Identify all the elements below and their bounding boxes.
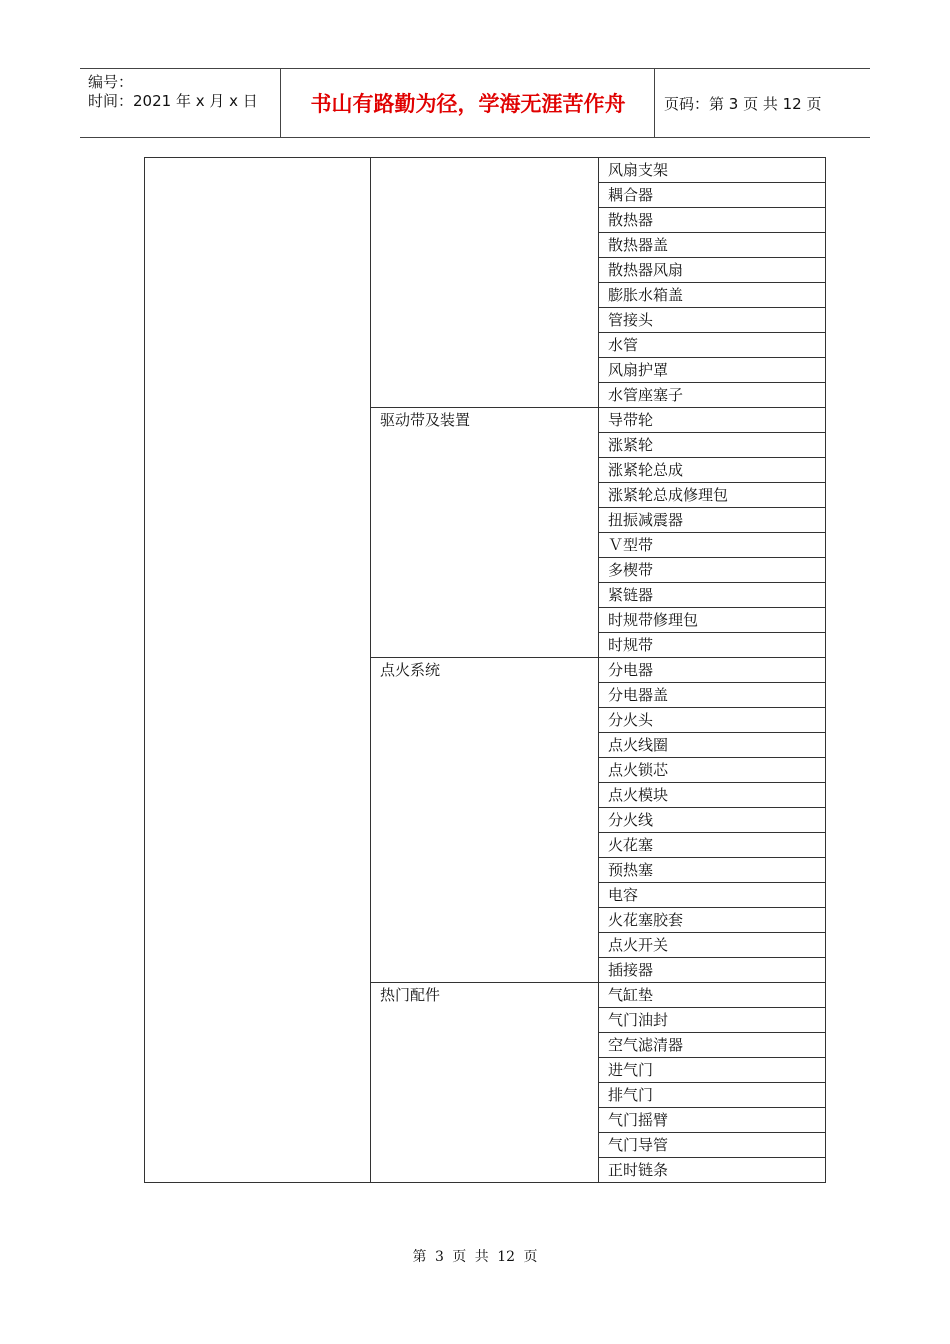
part-item-cell: 分火头 [599, 708, 826, 733]
header-page-label: 页码：第 3 页 共 12 页 [664, 94, 822, 113]
part-item-cell: 紧链器 [599, 583, 826, 608]
part-item-cell: 气门导管 [599, 1133, 826, 1158]
part-item-cell: 时规带 [599, 633, 826, 658]
part-item-cell: 耦合器 [599, 183, 826, 208]
part-item-cell: 点火开关 [599, 933, 826, 958]
part-item-cell: 气门摇臂 [599, 1108, 826, 1133]
part-item-cell: 散热器 [599, 208, 826, 233]
part-item-cell: 预热塞 [599, 858, 826, 883]
part-item-cell: 导带轮 [599, 408, 826, 433]
top-category-cell [145, 158, 371, 1183]
part-item-cell: 涨紧轮 [599, 433, 826, 458]
category-cell: 点火系统 [371, 658, 599, 983]
part-item-cell: 扭振减震器 [599, 508, 826, 533]
part-item-cell: 散热器风扇 [599, 258, 826, 283]
part-item-cell: 火花塞胶套 [599, 908, 826, 933]
header-motto: 书山有路勤为径，学海无涯苦作舟 [282, 69, 655, 137]
part-item-cell: 气门油封 [599, 1008, 826, 1033]
part-item-cell: 进气门 [599, 1058, 826, 1083]
part-item-cell: 涨紧轮总成 [599, 458, 826, 483]
part-item-cell: 散热器盖 [599, 233, 826, 258]
category-cell [371, 158, 599, 408]
part-item-cell: 膨胀水箱盖 [599, 283, 826, 308]
part-item-cell: 排气门 [599, 1083, 826, 1108]
part-item-cell: 时规带修理包 [599, 608, 826, 633]
part-item-cell: 水管座塞子 [599, 383, 826, 408]
parts-table [144, 157, 826, 1183]
page-footer: 第 3 页 共 12 页 [412, 1249, 538, 1265]
part-item-cell: 电容 [599, 883, 826, 908]
category-cell: 热门配件 [371, 983, 599, 1183]
part-item-cell: 火花塞 [599, 833, 826, 858]
part-item-cell: 点火线圈 [599, 733, 826, 758]
part-item-cell: 正时链条 [599, 1158, 826, 1183]
part-item-cell: 点火模块 [599, 783, 826, 808]
part-item-cell: 风扇支架 [599, 158, 826, 183]
part-item-cell: 涨紧轮总成修理包 [599, 483, 826, 508]
part-item-cell: 分电器 [599, 658, 826, 683]
part-item-cell: 多楔带 [599, 558, 826, 583]
part-item-cell: 分电器盖 [599, 683, 826, 708]
time-label: 时间：2021 年 x 月 x 日 [88, 92, 258, 110]
table-row [145, 158, 826, 183]
header-meta [80, 69, 281, 137]
document-header [80, 68, 870, 138]
part-item-cell: 风扇护罩 [599, 358, 826, 383]
part-item-cell: 气缸垫 [599, 983, 826, 1008]
number-label: 编号： [88, 73, 134, 91]
part-item-cell: 分火线 [599, 808, 826, 833]
part-item-cell: 插接器 [599, 958, 826, 983]
category-cell: 驱动带及装置 [371, 408, 599, 658]
part-item-cell: 管接头 [599, 308, 826, 333]
part-item-cell: 空气滤清器 [599, 1033, 826, 1058]
part-item-cell: Ｖ型带 [599, 533, 826, 558]
part-item-cell: 水管 [599, 333, 826, 358]
part-item-cell: 点火锁芯 [599, 758, 826, 783]
